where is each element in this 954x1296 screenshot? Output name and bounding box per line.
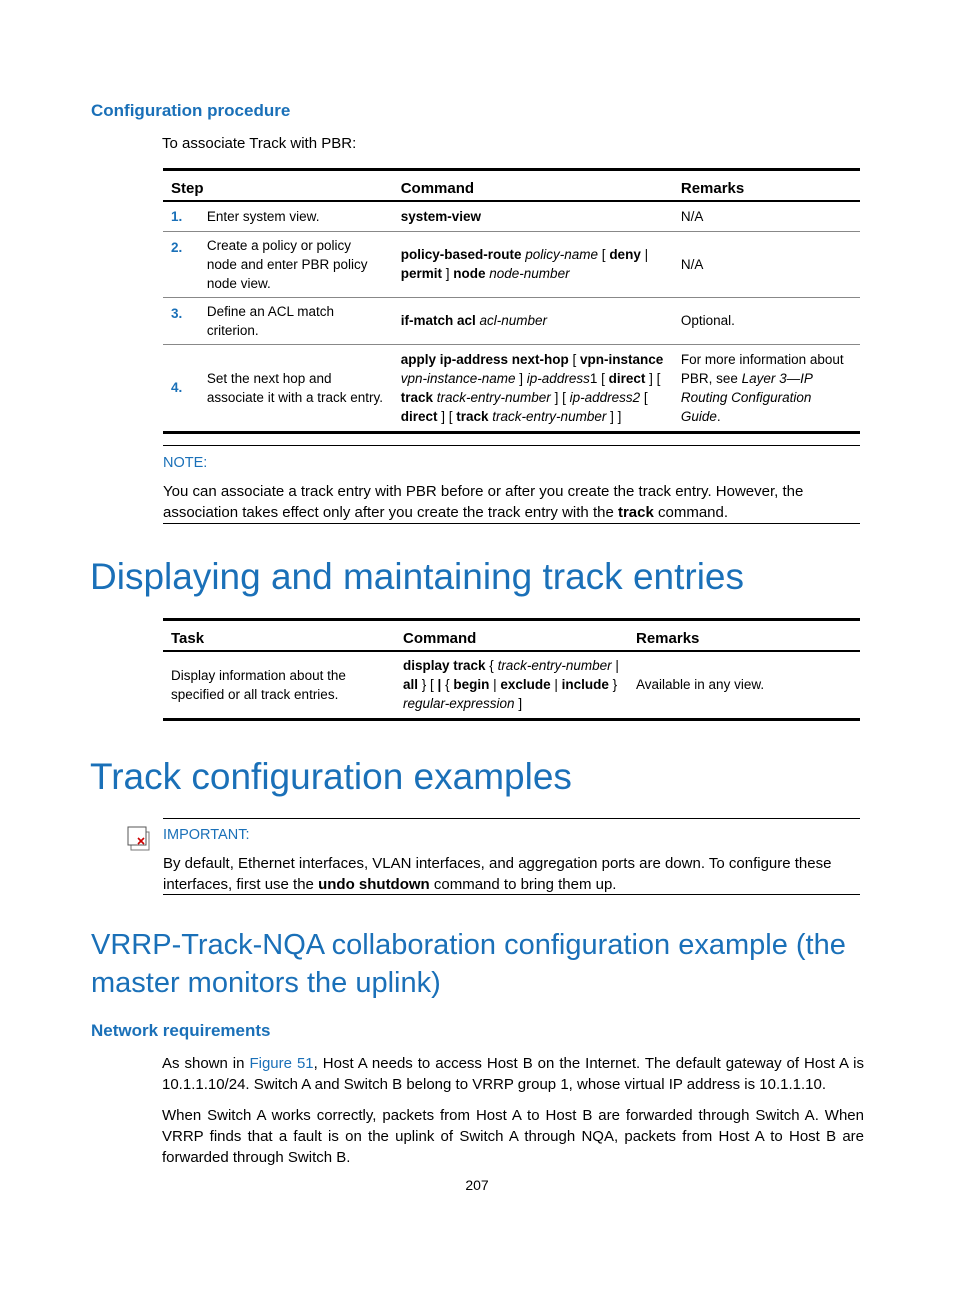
table-row	[163, 231, 860, 297]
network-paragraph-1: As shown in Figure 51, Host A needs to access Host B on the Internet. The default gateway of Host A is 10.1.1.10/24. Switch A and Switch B belong to VRRP group 1, whose virtual IP address is 10.1.1.10.	[162, 1055, 864, 1093]
network-paragraph-2: When Switch A works correctly, packets from Host A to Host B are forwarded through Switch A. When VRRP finds that a fault is on the uplink of Switch A through NQA, packets from Host A to Host B are forwarded through Switch B.	[162, 1107, 864, 1166]
table-row	[163, 201, 860, 231]
intro-text: To associate Track with PBR:	[162, 135, 357, 152]
step-number: 1.	[171, 208, 183, 224]
step-command: policy-based-route policy-name [ deny | permit ] node node-number	[400, 247, 649, 281]
display-track-table	[163, 618, 860, 721]
track-pbr-table	[163, 168, 860, 434]
step-number: 3.	[171, 305, 183, 321]
step-remarks: For more information about PBR, see Layer 3—IP Routing Configuration Guide.	[680, 351, 844, 424]
table-header-command: Command	[400, 180, 475, 197]
note-label: NOTE:	[163, 455, 208, 471]
step-description: Enter system view.	[206, 208, 320, 224]
important-top-rule	[163, 818, 860, 819]
table-header-remarks: Remarks	[680, 180, 745, 197]
section-heading-configuration-procedure: Configuration procedure	[91, 101, 291, 120]
step-remarks: N/A	[680, 208, 704, 224]
step-command: system-view	[400, 208, 482, 224]
step-number: 4.	[171, 380, 183, 395]
important-label: IMPORTANT:	[163, 827, 250, 843]
table-header-task: Task	[171, 630, 205, 647]
table-row	[163, 297, 860, 344]
page-number: 207	[465, 1177, 489, 1193]
important-text: By default, Ethernet interfaces, VLAN interfaces, and aggregation ports are down. To configure these interfaces, first use the undo shutdown command to bring them up.	[163, 855, 832, 893]
important-icon	[127, 826, 151, 852]
step-description: Set the next hop and associate it with a track entry.	[206, 370, 383, 405]
note-bottom-rule	[163, 523, 860, 524]
step-remarks: Optional.	[680, 313, 735, 328]
table-header-command: Command	[403, 630, 477, 647]
step-description: Define an ACL match criterion.	[206, 303, 334, 338]
step-description: Create a policy or policy node and enter PBR policy node view.	[206, 237, 368, 291]
task-command: display track { track-entry-number | all } [ | { begin | exclude | include } regular-expression ]	[403, 658, 619, 712]
section-title-displaying: Displaying and maintaining track entries	[90, 556, 745, 597]
step-remarks: N/A	[680, 256, 704, 272]
table-header-remarks: Remarks	[636, 630, 700, 647]
step-command: apply ip-address next-hop [ vpn-instance vpn-instance-name ] ip-address1 [ direct ] [ track track-entry-number ] [ ip-address2 [ direct ] [ track track-entry-number ] ]	[400, 351, 664, 424]
table-row	[163, 651, 860, 719]
note-text: You can associate a track entry with PBR before or after you create the track entry. However, the association takes effect only after you create the track entry with the track command.	[163, 483, 804, 521]
figure-link[interactable]: Figure 51	[249, 1055, 314, 1072]
task-remarks: Available in any view.	[636, 677, 765, 693]
note-top-rule	[163, 445, 860, 446]
table-row	[163, 344, 860, 432]
section-title-examples: Track configuration examples	[90, 756, 572, 797]
step-command: if-match acl acl-number	[400, 313, 548, 328]
table-header-step: Step	[171, 180, 204, 197]
important-bottom-rule	[163, 894, 860, 895]
section-heading-network-requirements: Network requirements	[91, 1021, 271, 1040]
task-description: Display information about the specified or all track entries.	[171, 667, 346, 702]
section-title-vrrp: VRRP-Track-NQA collaboration configuration example (the master monitors the uplink)	[91, 929, 846, 999]
step-number: 2.	[171, 239, 183, 255]
